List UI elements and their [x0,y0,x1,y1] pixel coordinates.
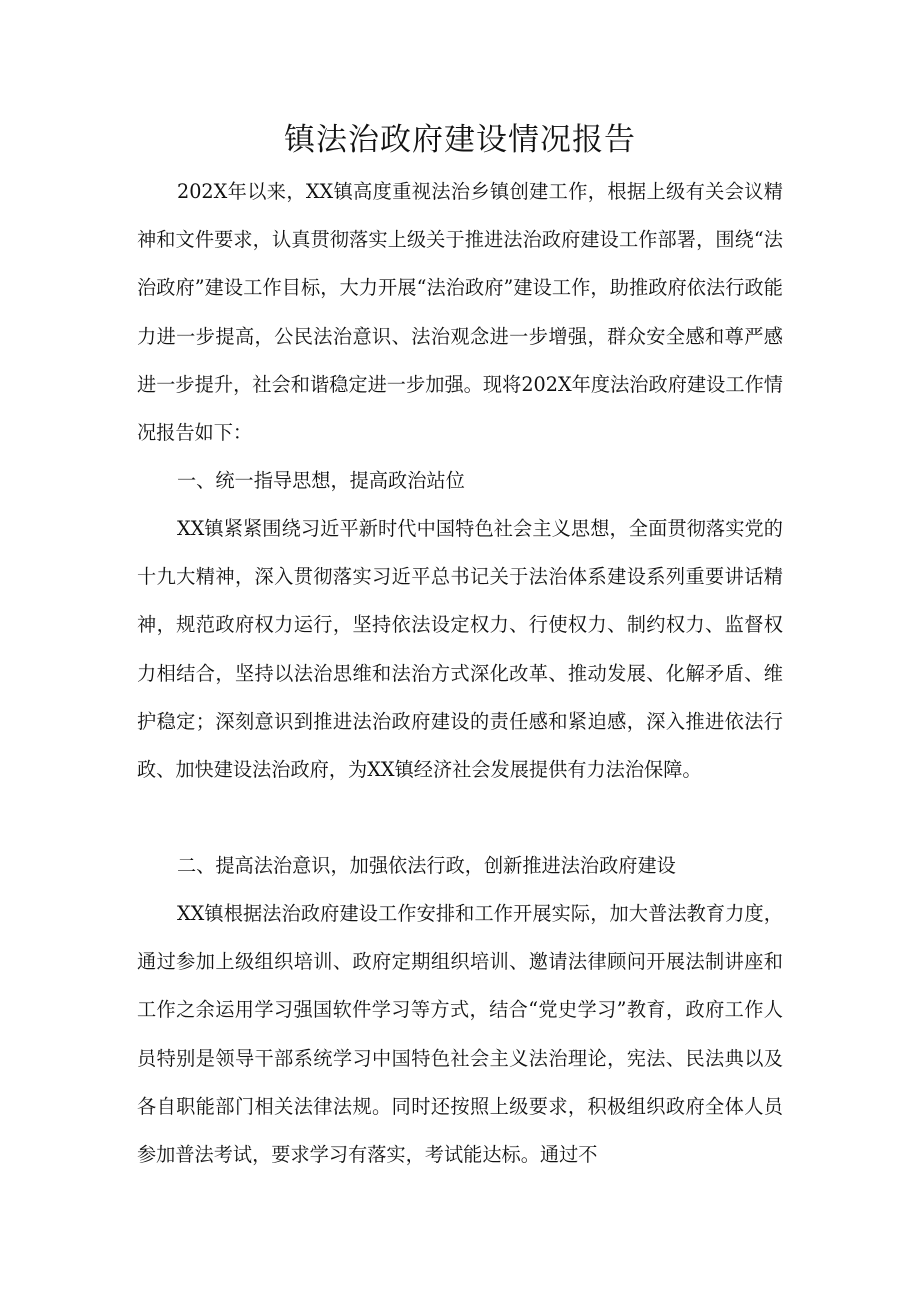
section-heading-2: 二、提高法治意识，加强依法行政，创新推进法治政府建设 [177,854,676,877]
intro-paragraph: 202X年以来，XX镇高度重视法治乡镇创建工作，根据上级有关会议精神和文件要求，认真贯彻落实上级关于推进法治政府建设工作部署，围绕“法治政府”建设工作目标，大力开展“法治政府”建设工作，助推政府依法行政能力进一步提高，公民法治意识、法治观念进一步增强，群众安全感和尊严感进一步提升，社会和谐稳定进一步加强。现将202X年度法治政府建设工作情况报告如下： [137,180,783,445]
section-body-2: XX镇根据法治政府建设工作安排和工作开展实际，加大普法教育力度，通过参加上级组织培训、政府定期组织培训、邀请法律顾问开展法制讲座和工作之余运用学习强国软件学习等方式，结合“党史学习”教育，政府工作人员特别是领导干部系统学习中国特色社会主义法治理论，宪法、民法典以及各自职能部门相关法律法规。同时还按照上级要求，积极组织政府全体人员参加普法考试，要求学习有落实，考试能达标。通过不 [137,902,783,1167]
section-body-1: XX镇紧紧围绕习近平新时代中国特色社会主义思想，全面贯彻落实党的十九大精神，深入贯彻落实习近平总书记关于法治体系建设系列重要讲话精神，规范政府权力运行，坚持依法设定权力、行使权力、制约权力、监督权力相结合，坚持以法治思维和法治方式深化改革、推动发展、化解矛盾、维护稳定；深刻意识到推进法治政府建设的责任感和紧迫感，深入推进依法行政、加快建设法治政府，为XX镇经济社会发展提供有力法治保障。 [137,517,783,782]
section-heading-1: 一、统一指导思想，提高政治站位 [177,469,465,492]
document-title: 镇法治政府建设情况报告 [284,122,636,158]
